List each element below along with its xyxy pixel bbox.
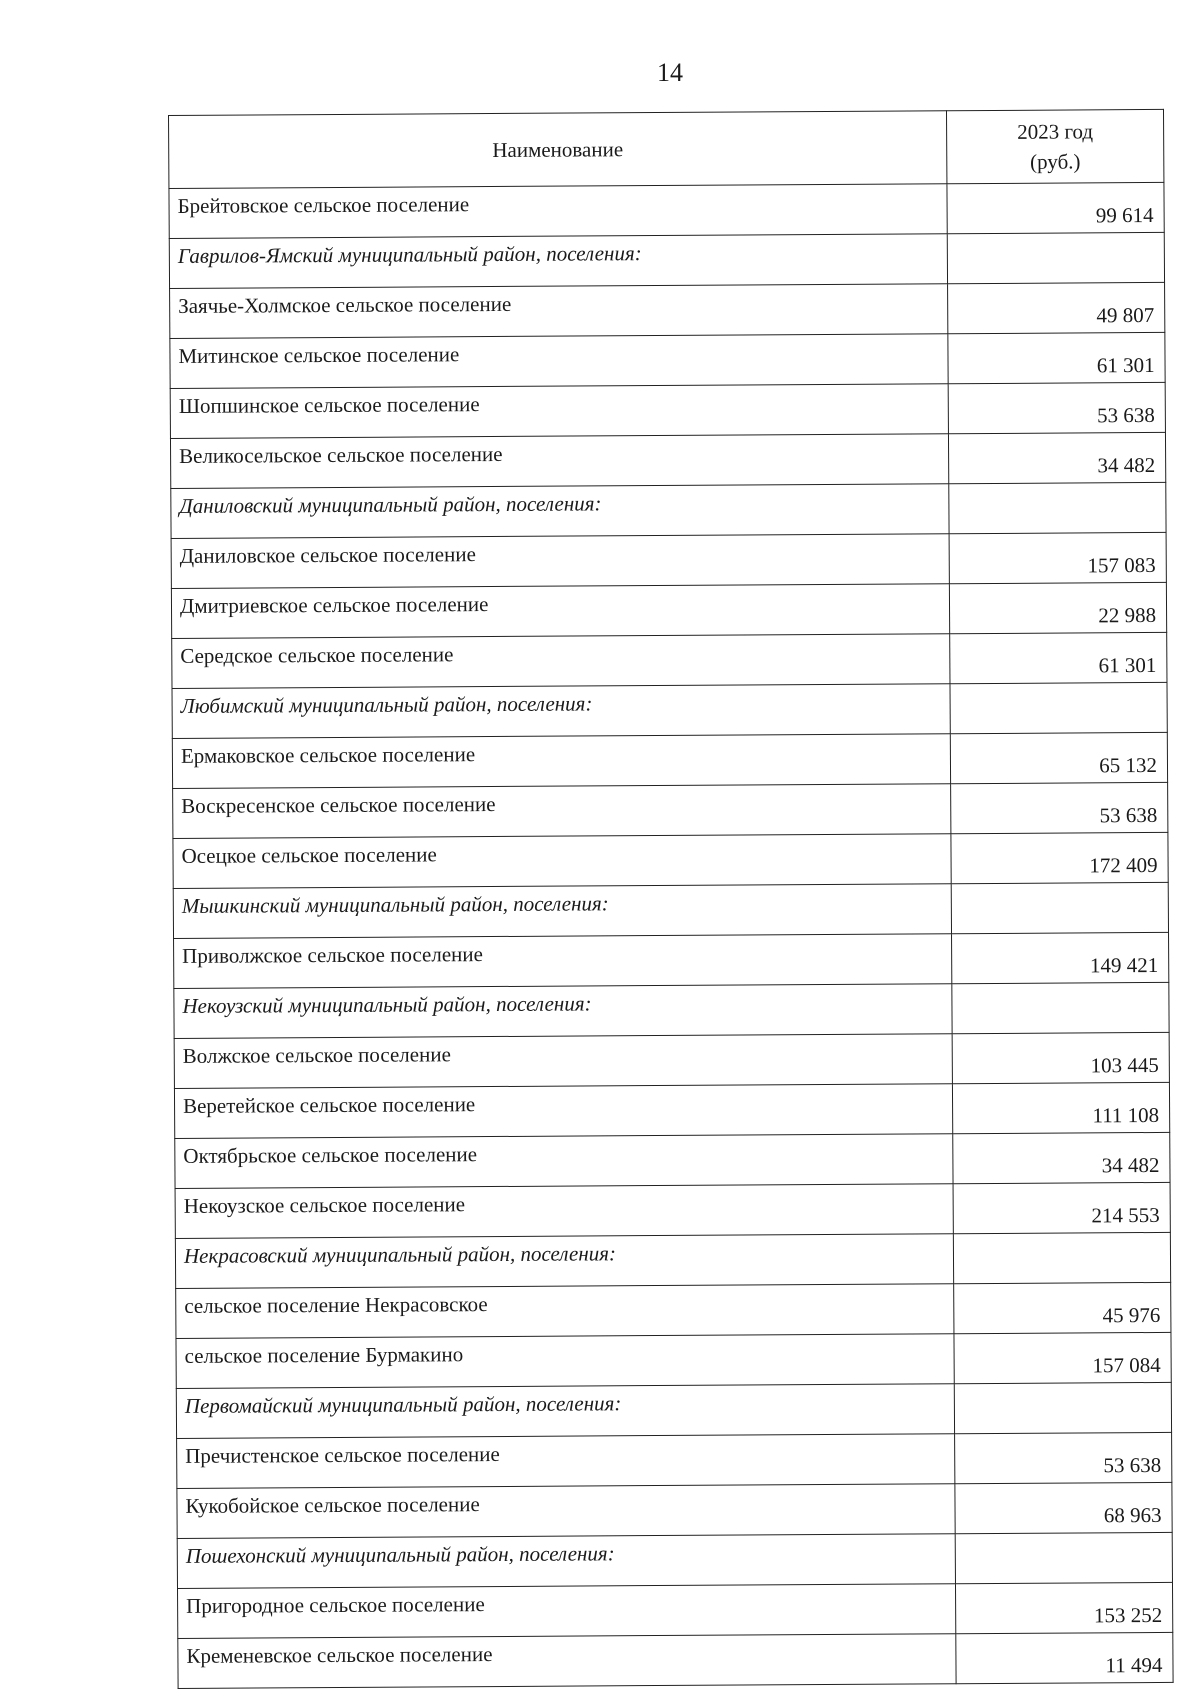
settlement-name-cell: Октябрьское сельское поселение (175, 1134, 953, 1189)
settlement-name-cell: Пречистенское сельское поселение (177, 1434, 955, 1489)
table-row (170, 382, 1165, 438)
settlement-name-cell: Великосельское сельское поселение (170, 434, 948, 489)
district-header-row (175, 1232, 1170, 1288)
district-header-row (173, 882, 1168, 938)
page-number: 14 (657, 58, 683, 87)
header-row (169, 109, 1164, 188)
amount-cell (950, 682, 1167, 733)
allocation-table (168, 109, 1174, 1689)
settlement-name-cell: Волжское сельское поселение (174, 1034, 952, 1089)
amount-cell: 61 301 (948, 332, 1165, 383)
table-row (176, 1332, 1171, 1388)
settlement-name-cell: сельское поселение Некрасовское (176, 1284, 954, 1339)
amount-cell: 34 482 (948, 432, 1165, 483)
district-header-row (174, 982, 1169, 1038)
settlement-name-cell: Заячье-Холмское сельское поселение (170, 284, 948, 339)
table-row (174, 1082, 1169, 1138)
table-body (169, 182, 1173, 1688)
district-name-cell: Первомайский муниципальный район, поселения: (176, 1384, 954, 1439)
table-row (175, 1182, 1170, 1238)
settlement-name-cell: Середское сельское поселение (172, 634, 950, 689)
district-name-cell: Любимский муниципальный район, поселения: (172, 684, 950, 739)
settlement-name-cell: Пригородное сельское поселение (178, 1584, 956, 1639)
district-name-cell: Некрасовский муниципальный район, поселения: (175, 1234, 953, 1289)
settlement-name-cell: Дмитриевское сельское поселение (171, 584, 949, 639)
amount-cell: 214 553 (953, 1182, 1170, 1233)
district-header-row (177, 1532, 1172, 1588)
table-header (169, 109, 1164, 188)
settlement-name-cell: Приволжское сельское поселение (174, 934, 952, 989)
district-name-cell: Даниловский муниципальный район, поселения: (171, 484, 949, 539)
amount-cell: 153 252 (955, 1582, 1172, 1633)
amount-cell (955, 1532, 1172, 1583)
table-row (177, 1482, 1172, 1538)
settlement-name-cell: Кукобойское сельское поселение (177, 1484, 955, 1539)
amount-cell: 53 638 (948, 382, 1165, 433)
table-row (174, 932, 1169, 988)
amount-cell: 61 301 (950, 632, 1167, 683)
district-header-row (169, 232, 1164, 288)
settlement-name-cell: Митинское сельское поселение (170, 334, 948, 389)
amount-cell (954, 1382, 1171, 1433)
table-row (170, 432, 1165, 488)
amount-cell: 157 083 (949, 532, 1166, 583)
settlement-name-cell: Кременевское сельское поселение (178, 1634, 956, 1689)
settlement-name-cell: сельское поселение Бурмакино (176, 1334, 954, 1389)
amount-cell: 172 409 (951, 832, 1168, 883)
amount-cell: 103 445 (952, 1032, 1169, 1083)
amount-cell: 34 482 (953, 1132, 1170, 1183)
allocation-table-wrapper (168, 109, 1178, 1689)
column-header-year-line2: (руб.) (1030, 149, 1081, 174)
table-row (171, 582, 1166, 638)
table-row (169, 182, 1164, 238)
settlement-name-cell: Ермаковское сельское поселение (172, 734, 950, 789)
amount-cell (953, 1232, 1170, 1283)
table-row (176, 1282, 1171, 1338)
table-row (178, 1632, 1173, 1688)
table-row (172, 632, 1167, 688)
amount-cell: 45 976 (954, 1282, 1171, 1333)
table-row (173, 832, 1168, 888)
settlement-name-cell: Даниловское сельское поселение (171, 534, 949, 589)
amount-cell (949, 482, 1166, 533)
amount-cell (947, 232, 1164, 283)
amount-cell: 111 108 (952, 1082, 1169, 1133)
settlement-name-cell: Шопшинское сельское поселение (170, 384, 948, 439)
amount-cell: 11 494 (956, 1632, 1173, 1683)
district-header-row (172, 682, 1167, 738)
settlement-name-cell: Веретейское сельское поселение (174, 1084, 952, 1139)
amount-cell: 149 421 (952, 932, 1169, 983)
amount-cell: 53 638 (955, 1432, 1172, 1483)
amount-cell (952, 982, 1169, 1033)
amount-cell: 68 963 (955, 1482, 1172, 1533)
table-row (170, 332, 1165, 388)
settlement-name-cell: Некоузское сельское поселение (175, 1184, 953, 1239)
amount-cell: 53 638 (951, 782, 1168, 833)
amount-cell: 65 132 (950, 732, 1167, 783)
district-name-cell: Мышкинский муниципальный район, поселения: (173, 884, 951, 939)
district-header-row (176, 1382, 1171, 1438)
settlement-name-cell: Воскресенское сельское поселение (173, 784, 951, 839)
table-row (177, 1432, 1172, 1488)
amount-cell: 49 807 (948, 282, 1165, 333)
district-name-cell: Гаврилов-Ямский муниципальный район, поселения: (169, 234, 947, 289)
table-row (170, 282, 1165, 338)
table-row (175, 1132, 1170, 1188)
column-header-year-line1: 2023 год (1017, 119, 1094, 144)
table-row (173, 782, 1168, 838)
amount-cell: 99 614 (947, 182, 1164, 233)
settlement-name-cell: Брейтовское сельское поселение (169, 184, 947, 239)
table-row (172, 732, 1167, 788)
district-name-cell: Пошехонский муниципальный район, поселения: (177, 1534, 955, 1589)
amount-cell (951, 882, 1168, 933)
table-row (178, 1582, 1173, 1638)
settlement-name-cell: Осецкое сельское поселение (173, 834, 951, 889)
district-header-row (171, 482, 1166, 538)
district-name-cell: Некоузский муниципальный район, поселения: (174, 984, 952, 1039)
column-header-year (946, 109, 1163, 183)
amount-cell: 22 988 (949, 582, 1166, 633)
table-row (174, 1032, 1169, 1088)
table-row (171, 532, 1166, 588)
column-header-name: Наименование (169, 111, 947, 189)
amount-cell: 157 084 (954, 1332, 1171, 1383)
